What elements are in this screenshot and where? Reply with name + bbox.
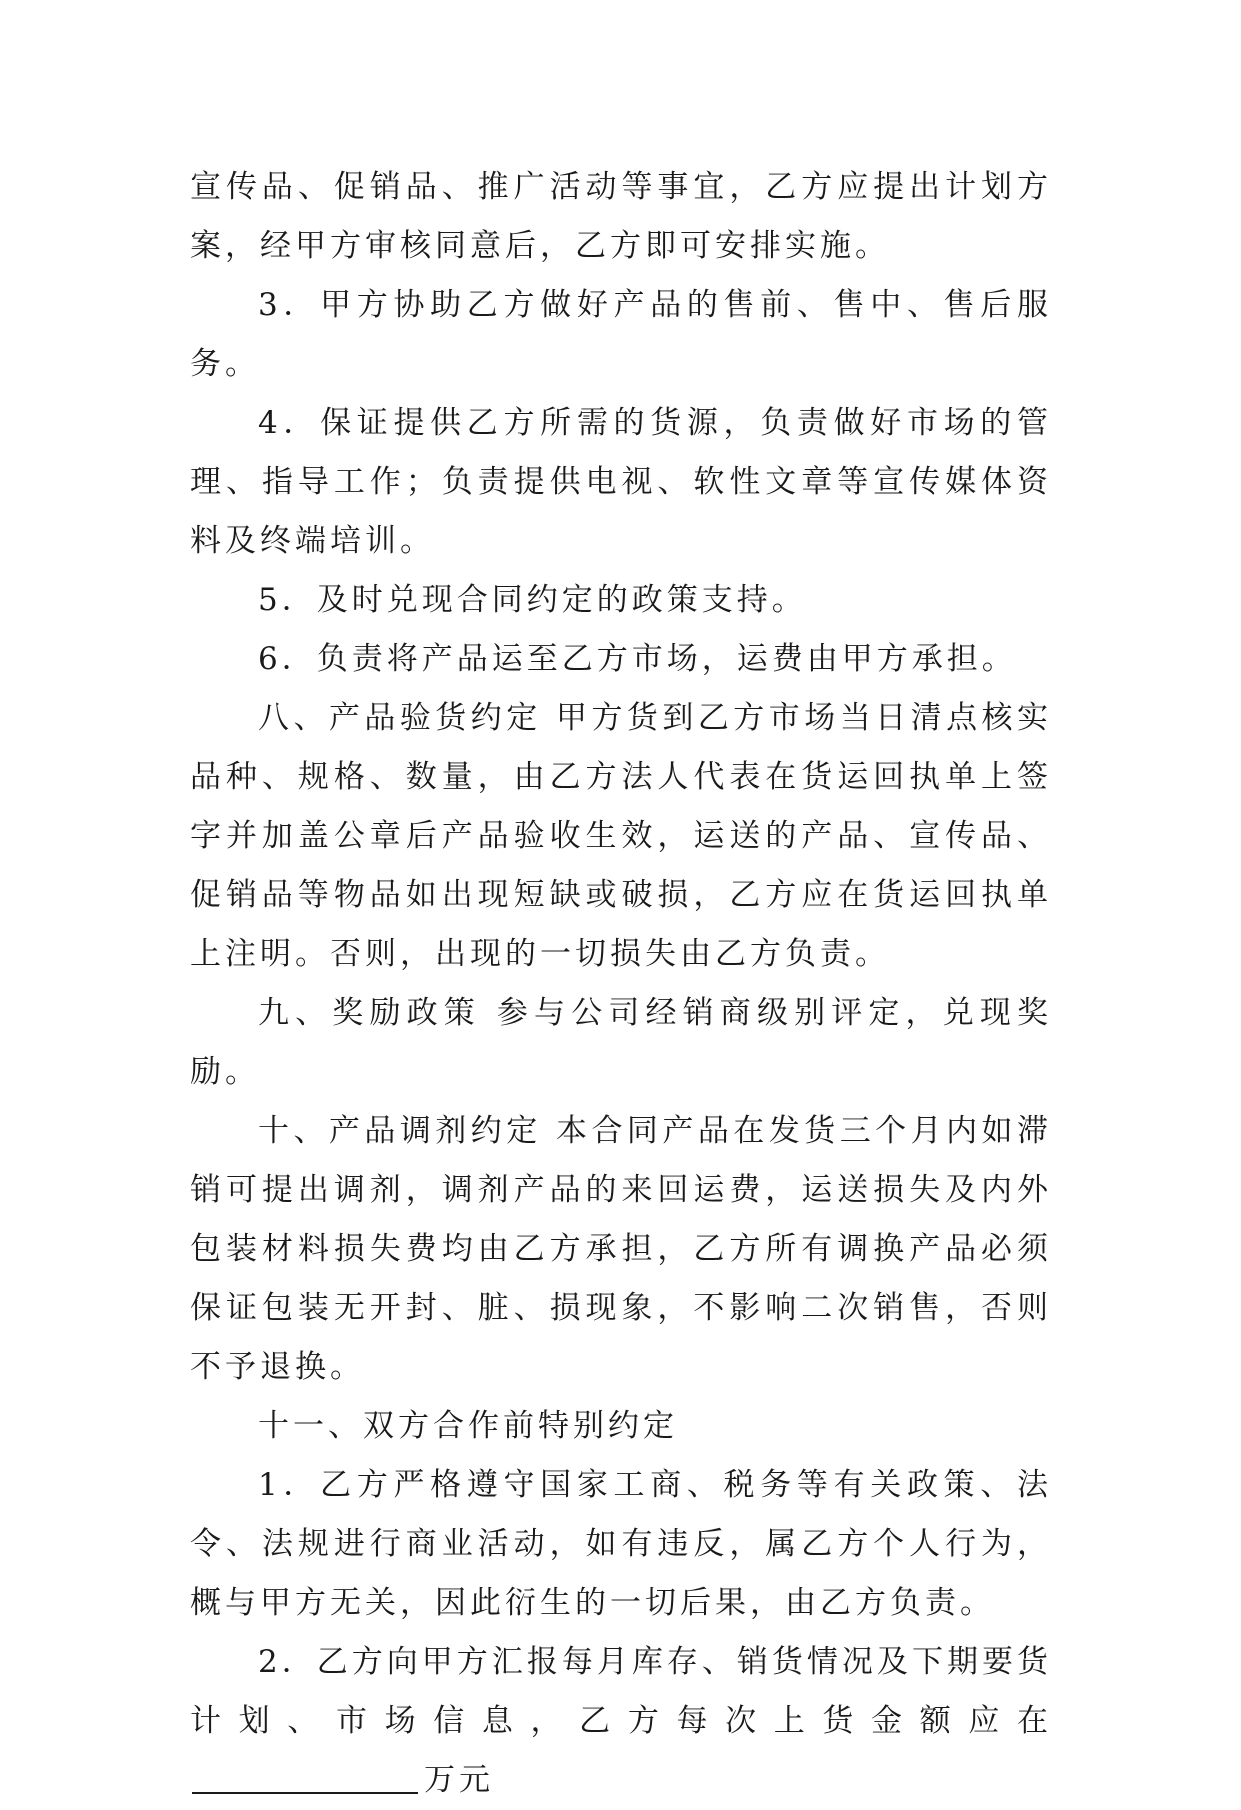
- paragraph-section-10-adjustment: 十、产品调剂约定 本合同产品在发货三个月内如滞销可提出调剂，调剂产品的来回运费，运送损失及内外包装材料损失费均由乙方承担，乙方所有调换产品必须保证包装无开封、脏、损现象，不影响二次销售，否则不予退换。: [190, 1113, 1052, 1385]
- paragraph-clause-4: 4．保证提供乙方所需的货源，负责做好市场的管理、指导工作；负责提供电视、软性文章等宣传媒体资料及终端培训。: [190, 405, 1052, 559]
- paragraph-promotion-plan: 宣传品、促销品、推广活动等事宜，乙方应提出计划方案，经甲方审核同意后，乙方即可安排实施。: [190, 169, 1052, 264]
- document-body: [190, 158, 1052, 1810]
- paragraph-section-11-clause-2: [190, 1633, 1052, 1810]
- paragraph-clause-5: 5．及时兑现合同约定的政策支持。: [258, 582, 807, 618]
- paragraph-section-9-rewards: 九、奖励政策 参与公司经销商级别评定，兑现奖励。: [190, 995, 1052, 1090]
- clause-2-unit: 万元: [424, 1762, 494, 1798]
- paragraph-section-11-clause-1: 1．乙方严格遵守国家工商、税务等有关政策、法令、法规进行商业活动，如有违反，属乙方个人行为，概与甲方无关，因此衍生的一切后果，由乙方负责。: [190, 1467, 1052, 1621]
- amount-blank-line: [192, 1791, 418, 1794]
- paragraph-clause-3: 3．甲方协助乙方做好产品的售前、售中、售后服务。: [190, 287, 1052, 382]
- paragraph-section-11-heading: 十一、双方合作前特别约定: [258, 1408, 678, 1444]
- paragraph-clause-6: 6．负责将产品运至乙方市场，运费由甲方承担。: [258, 641, 1017, 677]
- clause-2-text: 2．乙方向甲方汇报每月库存、销货情况及下期要货计划、市场信息，乙方每次上货金额应在: [190, 1644, 1052, 1739]
- paragraph-section-8-inspection: 八、产品验货约定 甲方货到乙方市场当日清点核实品种、规格、数量，由乙方法人代表在货运回执单上签字并加盖公章后产品验收生效，运送的产品、宣传品、促销品等物品如出现短缺或破损，乙方应在货运回执单上注明。否则，出现的一切损失由乙方负责。: [190, 700, 1052, 972]
